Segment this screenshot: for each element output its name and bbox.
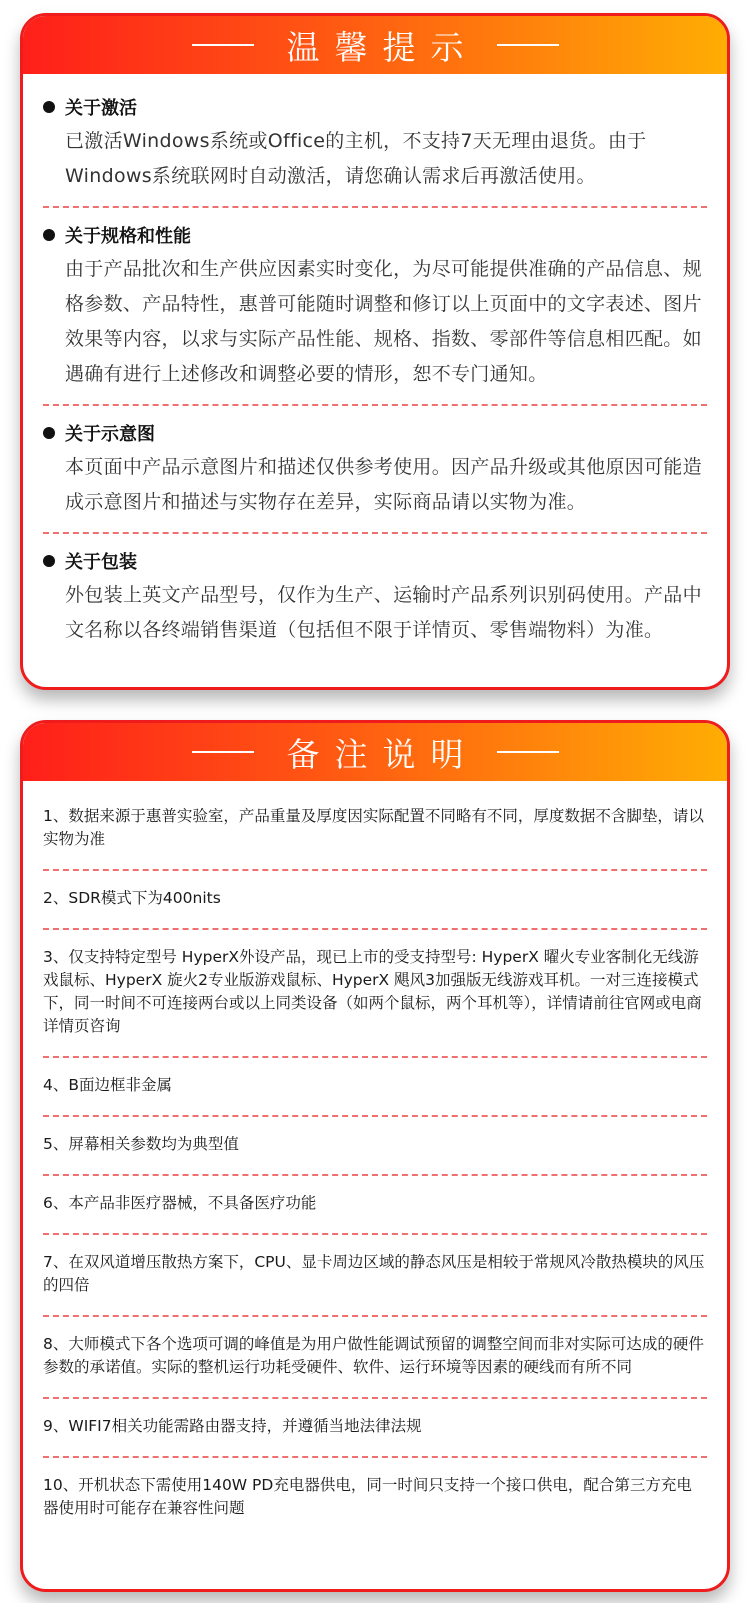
note-item: 7、在双风道增压散热方案下，CPU、显卡周边区域的静态风压是相较于常规风冷散热模块的风压的四倍 <box>43 1233 707 1315</box>
header-line-left <box>192 751 254 753</box>
tip-title: 关于包装 <box>65 552 137 573</box>
bullet-icon <box>43 101 55 113</box>
header-line-right <box>497 44 559 46</box>
notes-card <box>20 720 730 1592</box>
bullet-icon <box>43 229 55 241</box>
notes-header <box>23 723 727 781</box>
tip-text: 外包装上英文产品型号，仅作为生产、运输时产品系列识别码使用。产品中文名称以各终端销售渠道（包括但不限于详情页、零售端物料）为准。 <box>65 584 702 641</box>
note-item: 3、仅支持特定型号 HyperX外设产品，现已上市的受支持型号: HyperX 曜火专业客制化无线游戏鼠标、HyperX 旋火2专业版游戏鼠标、HyperX 飓风3加强版无线游戏耳机。一对三连接模式下，同一时间不可连接两台或以上同类设备（如两个鼠标，两个耳机等），详情请前往官网或电商详情页咨询 <box>43 928 707 1056</box>
tips-header <box>23 16 727 74</box>
note-item: 2、SDR模式下为400nits <box>43 869 707 928</box>
header-line-right <box>497 751 559 753</box>
tip-title: 关于规格和性能 <box>65 226 191 247</box>
tip-images <box>43 404 707 532</box>
header-line-left <box>192 44 254 46</box>
tip-title: 关于示意图 <box>65 424 155 445</box>
tip-specs <box>43 206 707 404</box>
notes-title: 备注说明 <box>286 734 479 774</box>
note-item: 4、B面边框非金属 <box>43 1056 707 1115</box>
note-item: 6、本产品非医疗器械，不具备医疗功能 <box>43 1174 707 1233</box>
tips-card <box>20 13 730 690</box>
tip-text: 本页面中产品示意图片和描述仅供参考使用。因产品升级或其他原因可能造成示意图片和描述与实物存在差异，实际商品请以实物为准。 <box>65 456 702 513</box>
bullet-icon <box>43 427 55 439</box>
notes-list <box>23 781 727 1538</box>
note-item: 10、开机状态下需使用140W PD充电器供电，同一时间只支持一个接口供电，配合第三方充电器使用时可能存在兼容性问题 <box>43 1456 707 1538</box>
tips-title: 温馨提示 <box>286 27 479 67</box>
note-item: 5、屏幕相关参数均为典型值 <box>43 1115 707 1174</box>
tip-title: 关于激活 <box>65 98 137 119</box>
note-item: 9、WIFI7相关功能需路由器支持，并遵循当地法律法规 <box>43 1397 707 1456</box>
tip-text: 已激活Windows系统或Office的主机，不支持7天无理由退货。由于Windows系统联网时自动激活，请您确认需求后再激活使用。 <box>65 130 647 187</box>
tip-activation <box>43 90 707 206</box>
tips-list <box>23 74 727 660</box>
note-item: 1、数据来源于惠普实验室，产品重量及厚度因实际配置不同略有不同，厚度数据不含脚垫，请以实物为准 <box>43 807 704 848</box>
bullet-icon <box>43 555 55 567</box>
tip-packaging <box>43 532 707 660</box>
tip-text: 由于产品批次和生产供应因素实时变化，为尽可能提供准确的产品信息、规格参数、产品特性，惠普可能随时调整和修订以上页面中的文字表述、图片效果等内容，以求与实际产品性能、规格、指数、零部件等信息相匹配。如遇确有进行上述修改和调整必要的情形，恕不专门通知。 <box>65 258 702 385</box>
note-item: 8、大师模式下各个选项可调的峰值是为用户做性能调试预留的调整空间而非对实际可达成的硬件参数的承诺值。实际的整机运行功耗受硬件、软件、运行环境等因素的硬线而有所不同 <box>43 1315 707 1397</box>
